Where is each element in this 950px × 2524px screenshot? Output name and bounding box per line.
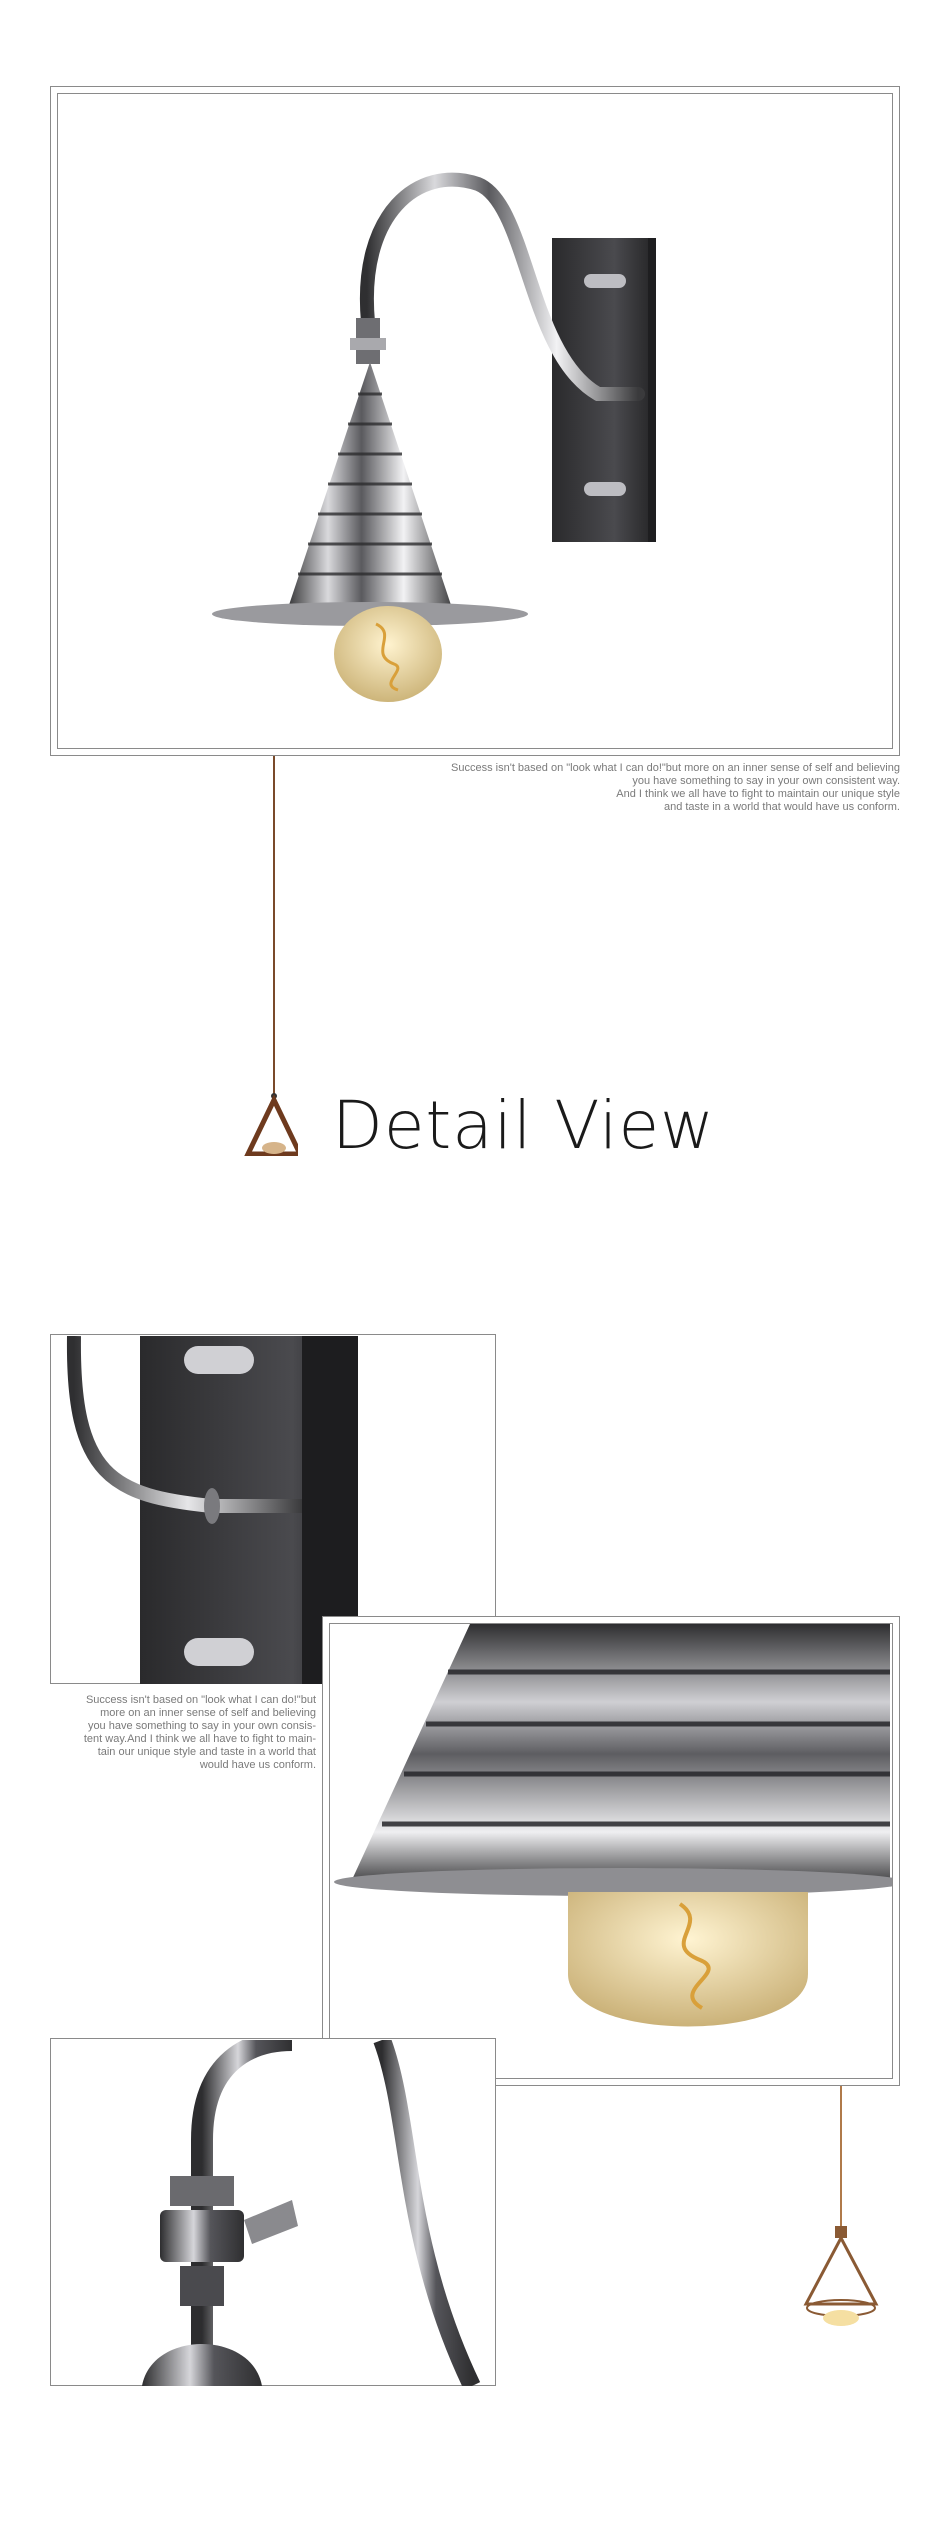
shade-bulb-closeup [330,1624,893,2079]
edison-bulb [334,606,442,702]
detail-caption-line: tent way.And I think we all have to fight to main- [83,1733,316,1745]
hero-photo [57,93,893,749]
pendant-lamp-small-icon [786,2086,896,2326]
detail-photo-shade-frame [322,1616,900,2086]
hero-caption-line: you have something to say in your own consistent way. [632,775,900,787]
arm-joint-closeup [52,2040,496,2386]
detail-caption [50,1694,316,1772]
detail-caption-line: you have something to say in your own consis- [87,1720,316,1732]
hero-photo-frame [50,86,900,756]
hero-caption-line: And I think we all have to fight to maintain our unique style [616,788,900,800]
detail-photo-arm-joint [50,2038,496,2386]
wall-lamp-illustration [58,94,893,749]
hero-caption-line: Success isn't based on "look what I can do!"but more on an inner sense of self and believing [451,762,900,774]
detail-caption-line: would have us conform. [199,1759,316,1771]
pendant-lamp-icon [238,756,298,1156]
detail-caption-line: Success isn't based on "look what I can do!"but [85,1694,316,1706]
detail-photo-shade [329,1623,893,2079]
ribbed-shade [212,362,528,626]
hero-caption-line: and taste in a world that would have us conform. [663,801,900,813]
section-title: Detail View [332,1087,716,1164]
detail-caption-line: more on an inner sense of self and believing [100,1707,316,1719]
hero-caption [300,762,900,814]
detail-caption-line: tain our unique style and taste in a world that [97,1746,316,1758]
